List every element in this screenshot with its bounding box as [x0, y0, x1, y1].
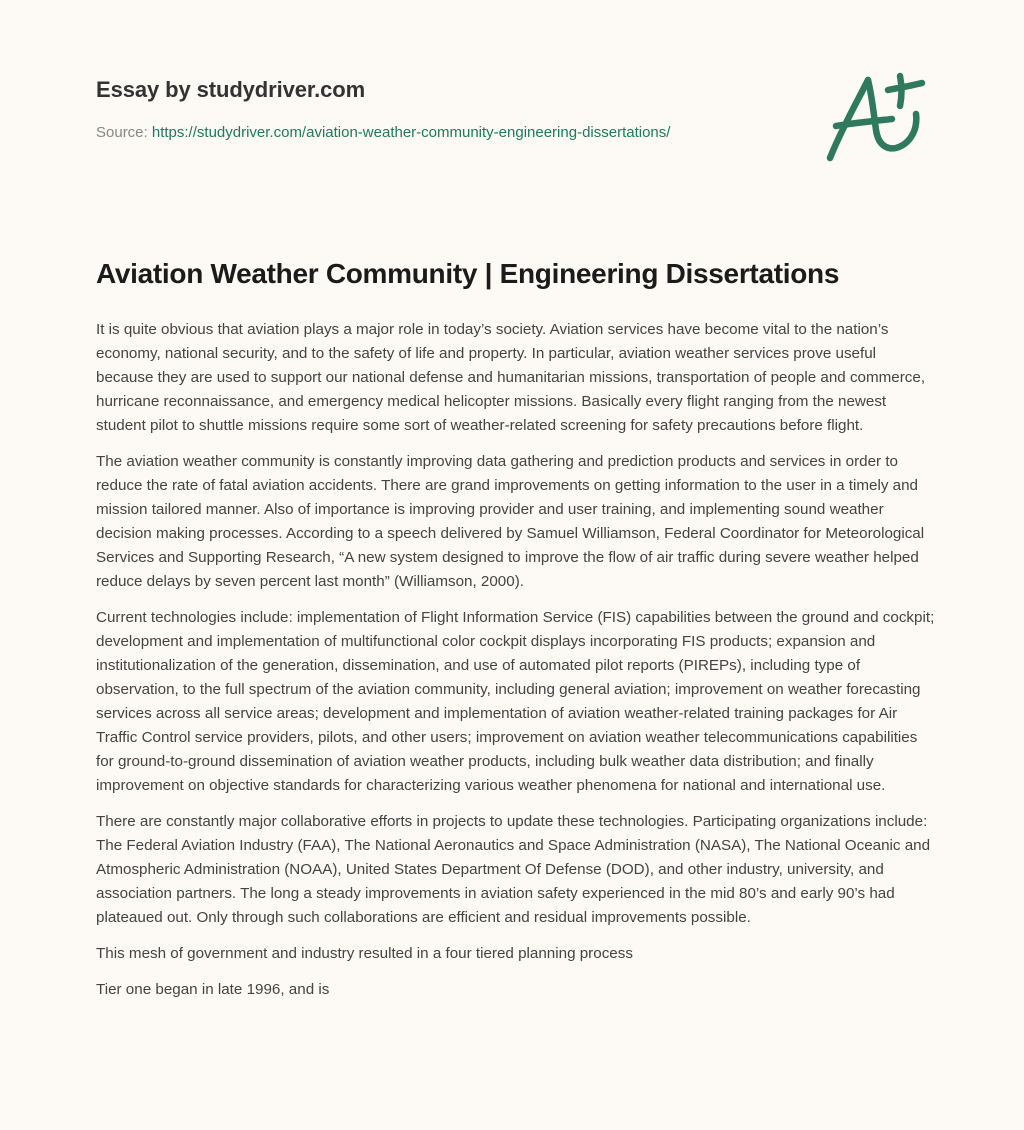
- article-title: Aviation Weather Community | Engineering Dissertations: [96, 258, 840, 289]
- paragraph: There are constantly major collaborative efforts in projects to update these technologies. Participating organizations include: The Federal Aviation Industry (FAA), The National Aeronautics and Space Administration (NASA), The National Oceanic and Atmospheric Administration (NOAA), United States Department Of Defense (DOD), and other industry, university, and association partners. The long a steady improvements in aviation safety experienced in the mid 80’s and early 90’s had plateaued out. Only through such collaborations are efficient and residual improvements possible.: [96, 813, 931, 926]
- article: [96, 252, 936, 1014]
- paragraph: It is quite obvious that aviation plays a major role in today’s society. Aviation services have become vital to the nation’s economy, national security, and to the safety of life and property. In particular, aviation weather services prove useful because they are used to support our national defense and humanitarian missions, transportation of people and commerce, hurricane reconnaissance, and emergency medical helicopter missions. Basically every flight ranging from the newest student pilot to shuttle missions require some sort of weather-related screening for safety precautions before flight.: [96, 321, 926, 434]
- paragraph: Tier one began in late 1996, and is: [96, 981, 330, 998]
- a-plus-grade-icon: [822, 66, 928, 166]
- source-link[interactable]: https://studydriver.com/aviation-weather-community-engineering-dissertations/: [151, 124, 671, 141]
- paragraph: The aviation weather community is constantly improving data gathering and prediction products and services in order to reduce the rate of fatal aviation accidents. There are grand improvements on getting information to the user in a timely and mission tailored manner. Also of importance is improving provider and user training, and implementing sound weather decision making processes. According to a speech delivered by Samuel Williamson, Federal Coordinator for Meteorological Services and Supporting Research, “A new system designed to improve the flow of air traffic during severe weather helped reduce delays by seven percent last month” (Williamson, 2000).: [96, 453, 925, 590]
- source-label: Source:: [96, 124, 148, 141]
- essay-header: [96, 74, 796, 143]
- paragraph: Current technologies include: implementation of Flight Information Service (FIS) capabilities between the ground and cockpit; development and implementation of multifunctional color cockpit displays incorporating FIS products; expansion and institutionalization of the generation, dissemination, and use of automated pilot reports (PIREPs), including type of observation, to the full spectrum of the aviation community, including general aviation; improvement on weather forecasting services across all service areas; development and implementation of aviation weather-related training packages for Air Traffic Control service providers, pilots, and other users; improvement on aviation weather telecommunications capabilities for ground-to-ground dissemination of aviation weather products, including bulk weather data distribution; and finally improvement on objective standards for characterizing various weather phenomena for national and international use.: [96, 609, 935, 794]
- site-title: Essay by studydriver.com: [96, 77, 366, 102]
- source-line: [96, 123, 796, 143]
- paragraph: This mesh of government and industry resulted in a four tiered planning process: [96, 945, 633, 962]
